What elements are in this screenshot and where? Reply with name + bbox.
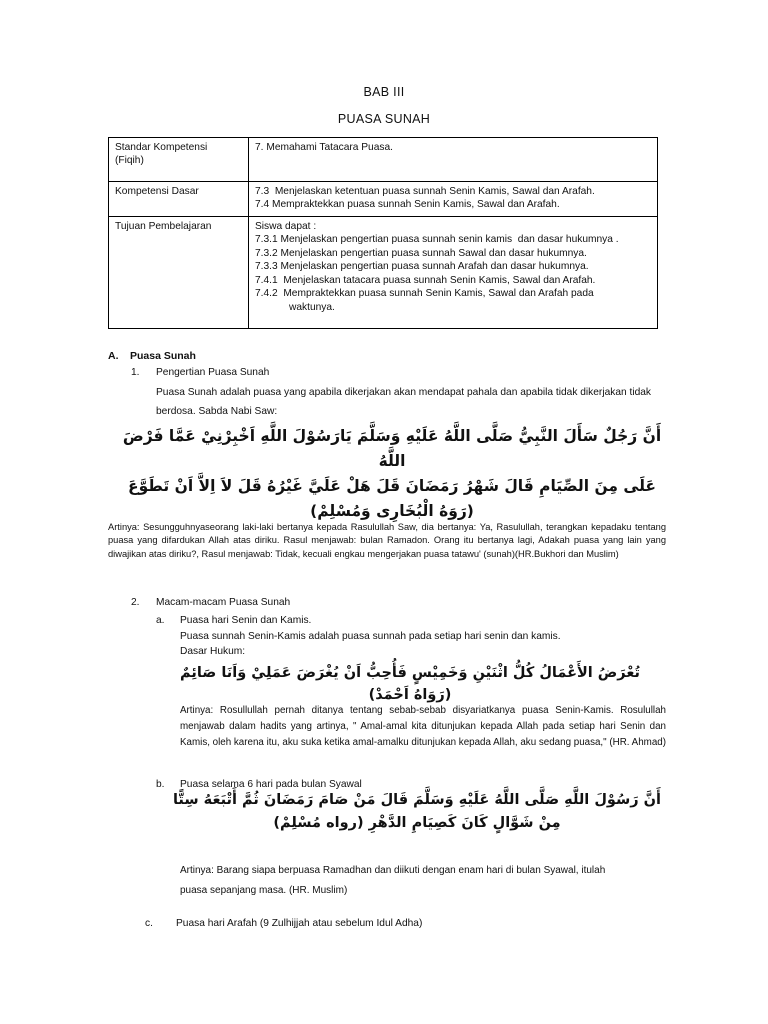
table-row (109, 138, 658, 182)
label-line: Tujuan Pembelajaran (115, 220, 212, 232)
hadith-arabic-line: أَنَّ رَسُوْلَ اللَّهِ صَلَّى اللَّهُ عَلَيْهِ وَسَلَّمَ قَالَ مَنْ صَامَ رَمَضَانَ ثُمَّ أَتْبَعَهُ سِتًّا (172, 792, 661, 808)
item-1-number: 1. (131, 367, 140, 378)
section-a-title: Puasa Sunah (130, 350, 196, 362)
section-a-letter: A. (108, 350, 119, 362)
hadith-arabic-line: مِنْ شَوَّالٍ كَانَ كَصِيَامِ الدَّهْرِ (رواه مُسْلِمْ) (273, 814, 561, 831)
table-cell-label (109, 182, 249, 217)
content-line-indented: waktunya. (289, 301, 335, 313)
item-2b-letter: b. (156, 779, 165, 790)
translation-line: puasa sepanjang masa. (HR. Muslim) (180, 884, 348, 896)
item-2b-title: Puasa selama 6 hari pada bulan Syawal (180, 779, 362, 790)
page-title-subject: PUASA SUNAH (337, 112, 431, 126)
section-a-heading (108, 350, 196, 362)
hadith-arabic-source: (رَوَهُ الْبُخَارِى وَمُسْلِمْ) (310, 502, 474, 521)
content-line: 7.4.1 Menjelaskan tatacara puasa sunnah Senin Kamis, Sawal dan Arafah. (255, 274, 596, 286)
item-1-heading (131, 367, 269, 378)
item-2a-block (156, 613, 656, 660)
hadith-arabic-line: أَنَّ رَجُلٌ سَأَلَ النَّبِيُّ صَلَّى اللَّهُ عَلَيْهِ وَسَلَّمَ يَارَسُوْلَ اللَّهِ اَخْبِرْنِيْ عَمَّا فَرْضَ اللَّهُ (122, 427, 662, 471)
hadith-translation-1: Artinya: Sesungguhnyaseorang laki-laki bertanya kepada Rasulullah Saw, dia bertanya: Ya, Rasulullah, terangkan kepadaku tentang puasa yang difardukan Allah atas diriku. Rasul menjawab: bulan Ramadon. Orang itu bertanya lagi, Adakah puasa yang lain yang diwajikan atas diriku?, Rasul menjawab: Tidak, kecuali engkau mengerjakan puasa tatawu' (sunah)(HR.Bukhori dan Muslim) (108, 522, 666, 559)
label-line: (Fiqih) (115, 155, 144, 167)
item-2c-title: Puasa hari Arafah (9 Zulhijjah atau sebelum Idul Adha) (176, 918, 423, 929)
table-row (109, 182, 658, 217)
table-cell-label (109, 138, 249, 182)
item-2a-line-1: Puasa sunnah Senin-Kamis adalah puasa sunnah pada setiap hari senin dan kamis. (180, 630, 561, 642)
item-2-title: Macam-macam Puasa Sunah (156, 597, 291, 608)
label-line: Kompetensi Dasar (115, 186, 199, 197)
content-line: 7. Memahami Tatacara Puasa. (255, 142, 393, 153)
item-2a-heading (156, 613, 656, 629)
content-line: 7.3.2 Menjelaskan pengertian puasa sunnah Sawal dan dasar hukumnya. (255, 247, 587, 259)
hadith-translation-3 (180, 861, 666, 900)
item-2-number: 2. (131, 597, 140, 608)
item-2c-letter: c. (145, 918, 153, 929)
item-2a-letter: a. (156, 615, 165, 626)
table-cell-content (249, 138, 658, 182)
table-cell-content (249, 216, 658, 328)
item-2a-line-2: Dasar Hukum: (180, 646, 246, 657)
hadith-arabic-block-2: تُعْرَضُ الأَعْمَالُ كُلُّ اثْنَيْنِ وَخَمِيْسٍ فَأُحِبُّ اَنْ يُغْرَضَ عَمَلِيْ وَاَنَا صَائِمٌ (رَوَاهُ اَحْمَدْ) (180, 665, 640, 703)
item-2-heading (131, 597, 290, 608)
item-1-paragraph: Puasa Sunah adalah puasa yang apabila dikerjakan akan mendapat pahala dan apabila tidak dikerjakan tidak berdosa. Sabda Nabi Saw: (156, 387, 652, 418)
label-line: Standar Kompetensi (115, 142, 208, 153)
content-line: 7.4 Mempraktekkan puasa sunnah Senin Kamis, Sawal dan Arafah. (255, 199, 560, 211)
table-row (109, 216, 658, 328)
translation-line: Artinya: Barang siapa berpuasa Ramadhan dan diikuti dengan enam hari di bulan Syawal, itulah (180, 865, 606, 876)
table-cell-content (249, 182, 658, 217)
content-line: Siswa dapat : (255, 220, 317, 232)
item-2c-heading (145, 918, 422, 929)
competency-table (108, 137, 658, 329)
hadith-arabic-line: عَلَى مِنَ الصِّيَامِ قَالَ شَهْرُ رَمَضَانَ قَلَ هَلْ عَلَيَّ غَيْرُهُ قَلَ لاَ اِلاَّ اَنْ تَطَوَّعَ (128, 477, 656, 496)
content-line: 7.3.1 Menjelaskan pengertian puasa sunnah senin kamis dan dasar hukumnya . (255, 234, 619, 246)
item-2a-title: Puasa hari Senin dan Kamis. (180, 615, 312, 626)
hadith-arabic-block-1 (118, 424, 666, 524)
content-line: 7.4.2 Mempraktekkan puasa sunnah Senin Kamis, Sawal dan Arafah pada (255, 288, 594, 300)
hadith-arabic-block-3 (170, 789, 664, 835)
page-title-chapter: BAB III (363, 85, 405, 99)
content-line: 7.3 Menjelaskan ketentuan puasa sunnah Senin Kamis, Sawal dan Arafah. (255, 186, 595, 197)
table-cell-label (109, 216, 249, 328)
content-line: 7.3.3 Menjelaskan pengertian puasa sunnah Arafah dan dasar hukumnya. (255, 261, 589, 273)
item-1-title: Pengertian Puasa Sunah (156, 367, 270, 378)
hadith-translation-2: Artinya: Rosullullah pernah ditanya tentang sebab-sebab disyariatkanya puasa Senin-Kamis. Rosulullah menjawab dalam hadits yang artinya, " Amal-amal kita ditunjukan kepada Allah pada setiap hari Senin dan Kamis, oleh karena itu, aku suka ketika amal-amalku ditunjukan kepada Allah, aku sedang puasa," (HR. Ahmad) (180, 705, 666, 748)
